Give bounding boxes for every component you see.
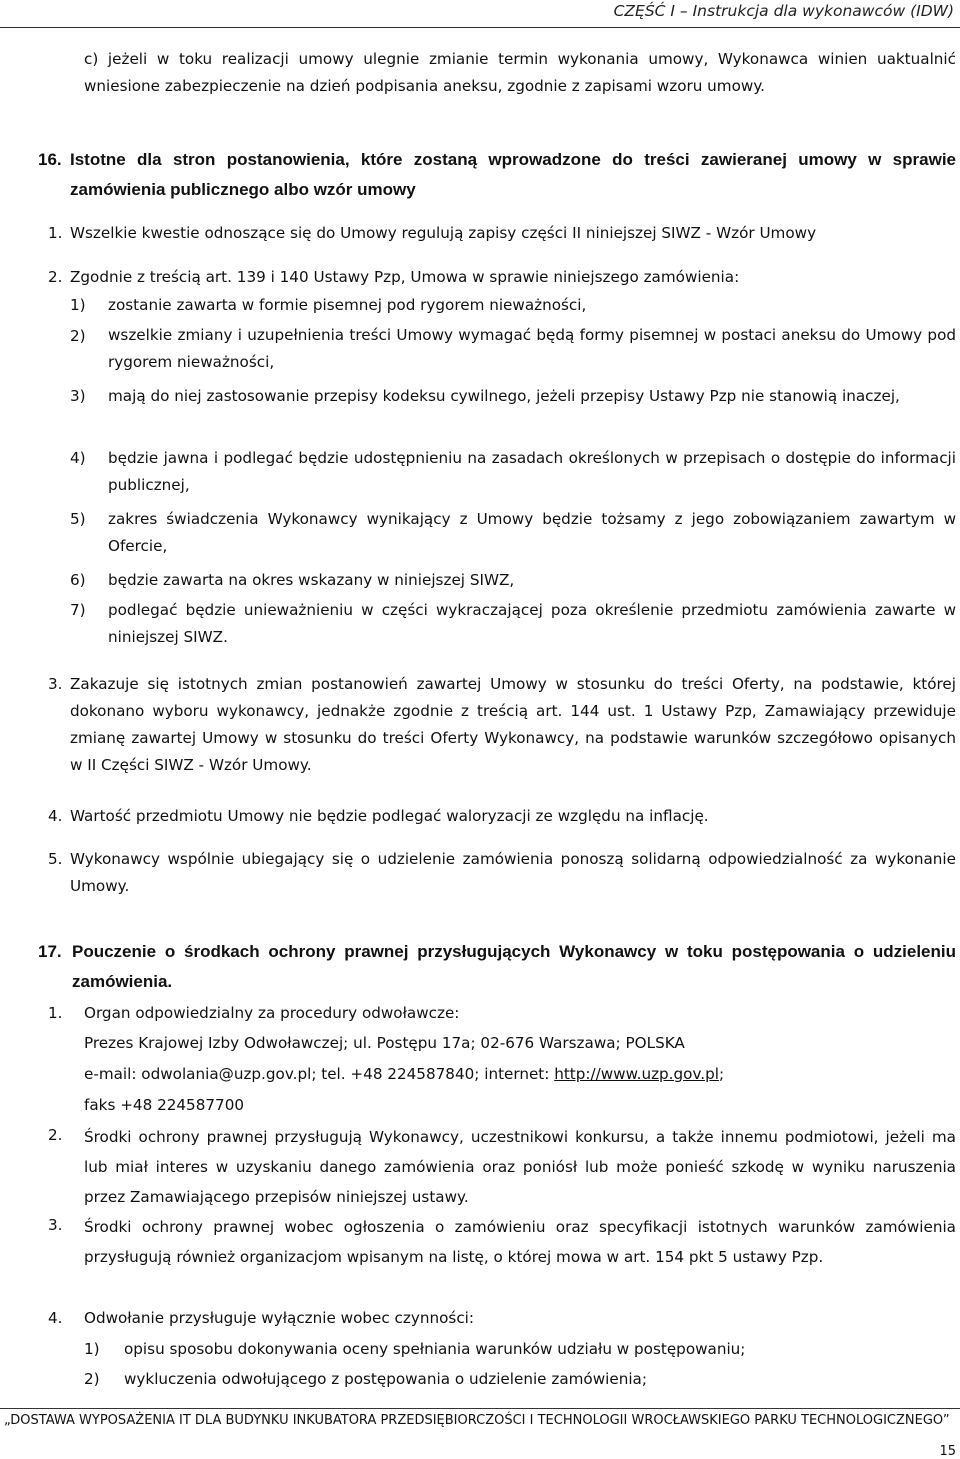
list-item [0,1336,960,1363]
item-number: 1) [70,296,86,314]
address-line: Prezes Krajowej Izby Odwoławczej; ul. Postępu 17a; 02-676 Warszawa; POLSKA [84,1034,685,1052]
item-number: 5. [48,850,63,868]
item-number: 1) [84,1340,100,1358]
section-16-heading [0,145,960,205]
item-text: zakres świadczenia Wykonawcy wynikający z Umowy będzie tożsamy z jego zobowiązaniem zawartym w Ofercie, [108,510,956,555]
item-number: 3. [48,675,63,693]
item-number: 6) [70,571,86,589]
item-text: Zakazuje się istotnych zmian postanowień zawartej Umowy w stosunku do treści Oferty, na podstawie, której dokonano wyboru wykonawcy, jednakże zgodnie z treścią art. 144 ust. 1 Ustawy Pzp, Zamawiający przewiduje zmianę zawartej Umowy w stosunku do treści Oferty Wykonawcy, na podstawie warunków szczegółowo opisanych w II Części SIWZ - Wzór Umowy. [70,675,956,774]
item-text: będzie zawarta na okres wskazany w niniejszej SIWZ, [108,571,515,589]
list-item [0,445,960,499]
section-title: Pouczenie o środkach ochrony prawnej przysługujących Wykonawcy w toku postępowania o udzieleniu zamówienia. [72,942,956,991]
footer-rule [0,1408,960,1409]
website-link[interactable]: http://www.uzp.gov.pl [554,1065,719,1083]
contact-line [84,1061,956,1088]
item-text: Wszelkie kwestie odnoszące się do Umowy regulują zapisy części II niniejszej SIWZ - Wzór Umowy [70,224,817,242]
list-item [0,1000,960,1124]
item-text: Zgodnie z treścią art. 139 i 140 Ustawy Pzp, Umowa w sprawie niniejszego zamówienia: [70,268,740,286]
list-item [0,506,960,560]
section-number: 16. [38,150,62,169]
item-number: 3) [70,387,86,405]
item-number: 1. [48,1004,63,1022]
section-number: 17. [38,942,62,961]
item-text: zostanie zawarta w formie pisemnej pod rygorem nieważności, [108,296,587,314]
list-item [0,597,960,651]
fax-line: faks +48 224587700 [84,1096,245,1114]
list-item [0,671,960,779]
list-item [0,383,960,437]
subitem-list [0,292,960,646]
item-text: Odwołanie przysługuje wyłącznie wobec czynności: [84,1309,475,1327]
list-item [0,846,960,900]
item-number: 2) [84,1370,100,1388]
intro-item-c: c) jeżeli w toku realizacji umowy ulegnie zmianie termin wykonania umowy, Wykonawca winien uaktualnić wniesione zabezpieczenie na dzień podpisania aneksu, zgodnie z zapisami wzoru umowy. [84,50,956,95]
item-text: Środki ochrony prawnej wobec ogłoszenia o zamówieniu oraz specyfikacji istotnych warunków zamówienia przysługują również organizacjom wpisanym na listę, o której mowa w art. 154 pkt 5 ustawy Pzp. [84,1218,956,1266]
running-header: CZĘŚĆ I – Instrukcja dla wykonawców (IDW) [613,2,954,20]
footer-project-title: „DOSTAWA WYPOSAŻENIA IT DLA BUDYNKU INKUBATORA PRZEDSIĘBIORCZOŚCI I TECHNOLOGII WROCŁAWSKIEGO PARKU TECHNOLOGICZNEGO” [4,1413,950,1428]
item-text: wykluczenia odwołującego z postępowania o udzielenie zamówienia; [124,1370,647,1388]
item-text: Środki ochrony prawnej przysługują Wykonawcy, uczestnikowi konkursu, a także innemu podmiotowi, jeżeli ma lub miał interes w uzyskaniu danego zamówienia oraz poniósł lub może ponieść szkodę w wyniku naruszenia przez Zamawiającego przepisów niniejszej ustawy. [84,1128,956,1206]
list-item [0,264,960,291]
item-text: Organ odpowiedzialny za procedury odwoławcze: [84,1004,460,1022]
item-text: podlegać będzie unieważnieniu w części wykraczającej poza określenie przedmiotu zamówienia zawarte w niniejszej SIWZ. [108,601,956,646]
item-number: 4. [48,807,63,825]
item-text: będzie jawna i podlegać będzie udostępnieniu na zasadach określonych w przepisach o dostępie do informacji publicznej, [108,449,956,494]
item-text: wszelkie zmiany i uzupełnienia treści Umowy wymagać będą formy pisemnej w postaci aneksu do Umowy pod rygorem nieważności, [108,326,956,371]
item-number: 4) [70,449,86,467]
item-number: 2. [48,268,63,286]
item-number: 1. [48,224,63,242]
item-text: mają do niej zastosowanie przepisy kodeksu cywilnego, jeżeli przepisy Ustawy Pzp nie stanowią inaczej, [108,387,900,405]
page-number: 15 [939,1444,956,1459]
item-number: 2) [70,327,86,345]
list-item [0,803,960,830]
list-item [0,1122,960,1206]
list-item [0,292,960,320]
list-item [0,1366,960,1393]
section-17-heading [0,937,960,997]
item-number: 5) [70,510,86,528]
item-text: Wykonawcy wspólnie ubiegający się o udzielenie zamówienia ponoszą solidarną odpowiedzialność za wykonanie Umowy. [70,850,956,895]
list-item [0,1305,960,1332]
item-number: 3. [48,1216,63,1234]
list-item [0,567,960,594]
header-rule [0,27,960,28]
contact-text: e-mail: odwolania@uzp.gov.pl; tel. +48 224587840; internet: [84,1065,555,1083]
item-text: opisu sposobu dokonywania oceny spełniania warunków udziału w postępowaniu; [124,1340,746,1358]
contact-suffix: ; [718,1065,725,1083]
item-text: Wartość przedmiotu Umowy nie będzie podlegać waloryzacji ze względu na inflację. [70,807,709,825]
item-number: 4. [48,1309,63,1327]
section-title: Istotne dla stron postanowienia, które zostaną wprowadzone do treści zawieranej umowy w sprawie zamówienia publicznego albo wzór umowy [70,150,956,199]
item-number: 7) [70,601,86,619]
list-item [0,1212,960,1296]
item-body [84,1000,956,1119]
item-number: 2. [48,1126,63,1144]
list-item [0,220,960,247]
